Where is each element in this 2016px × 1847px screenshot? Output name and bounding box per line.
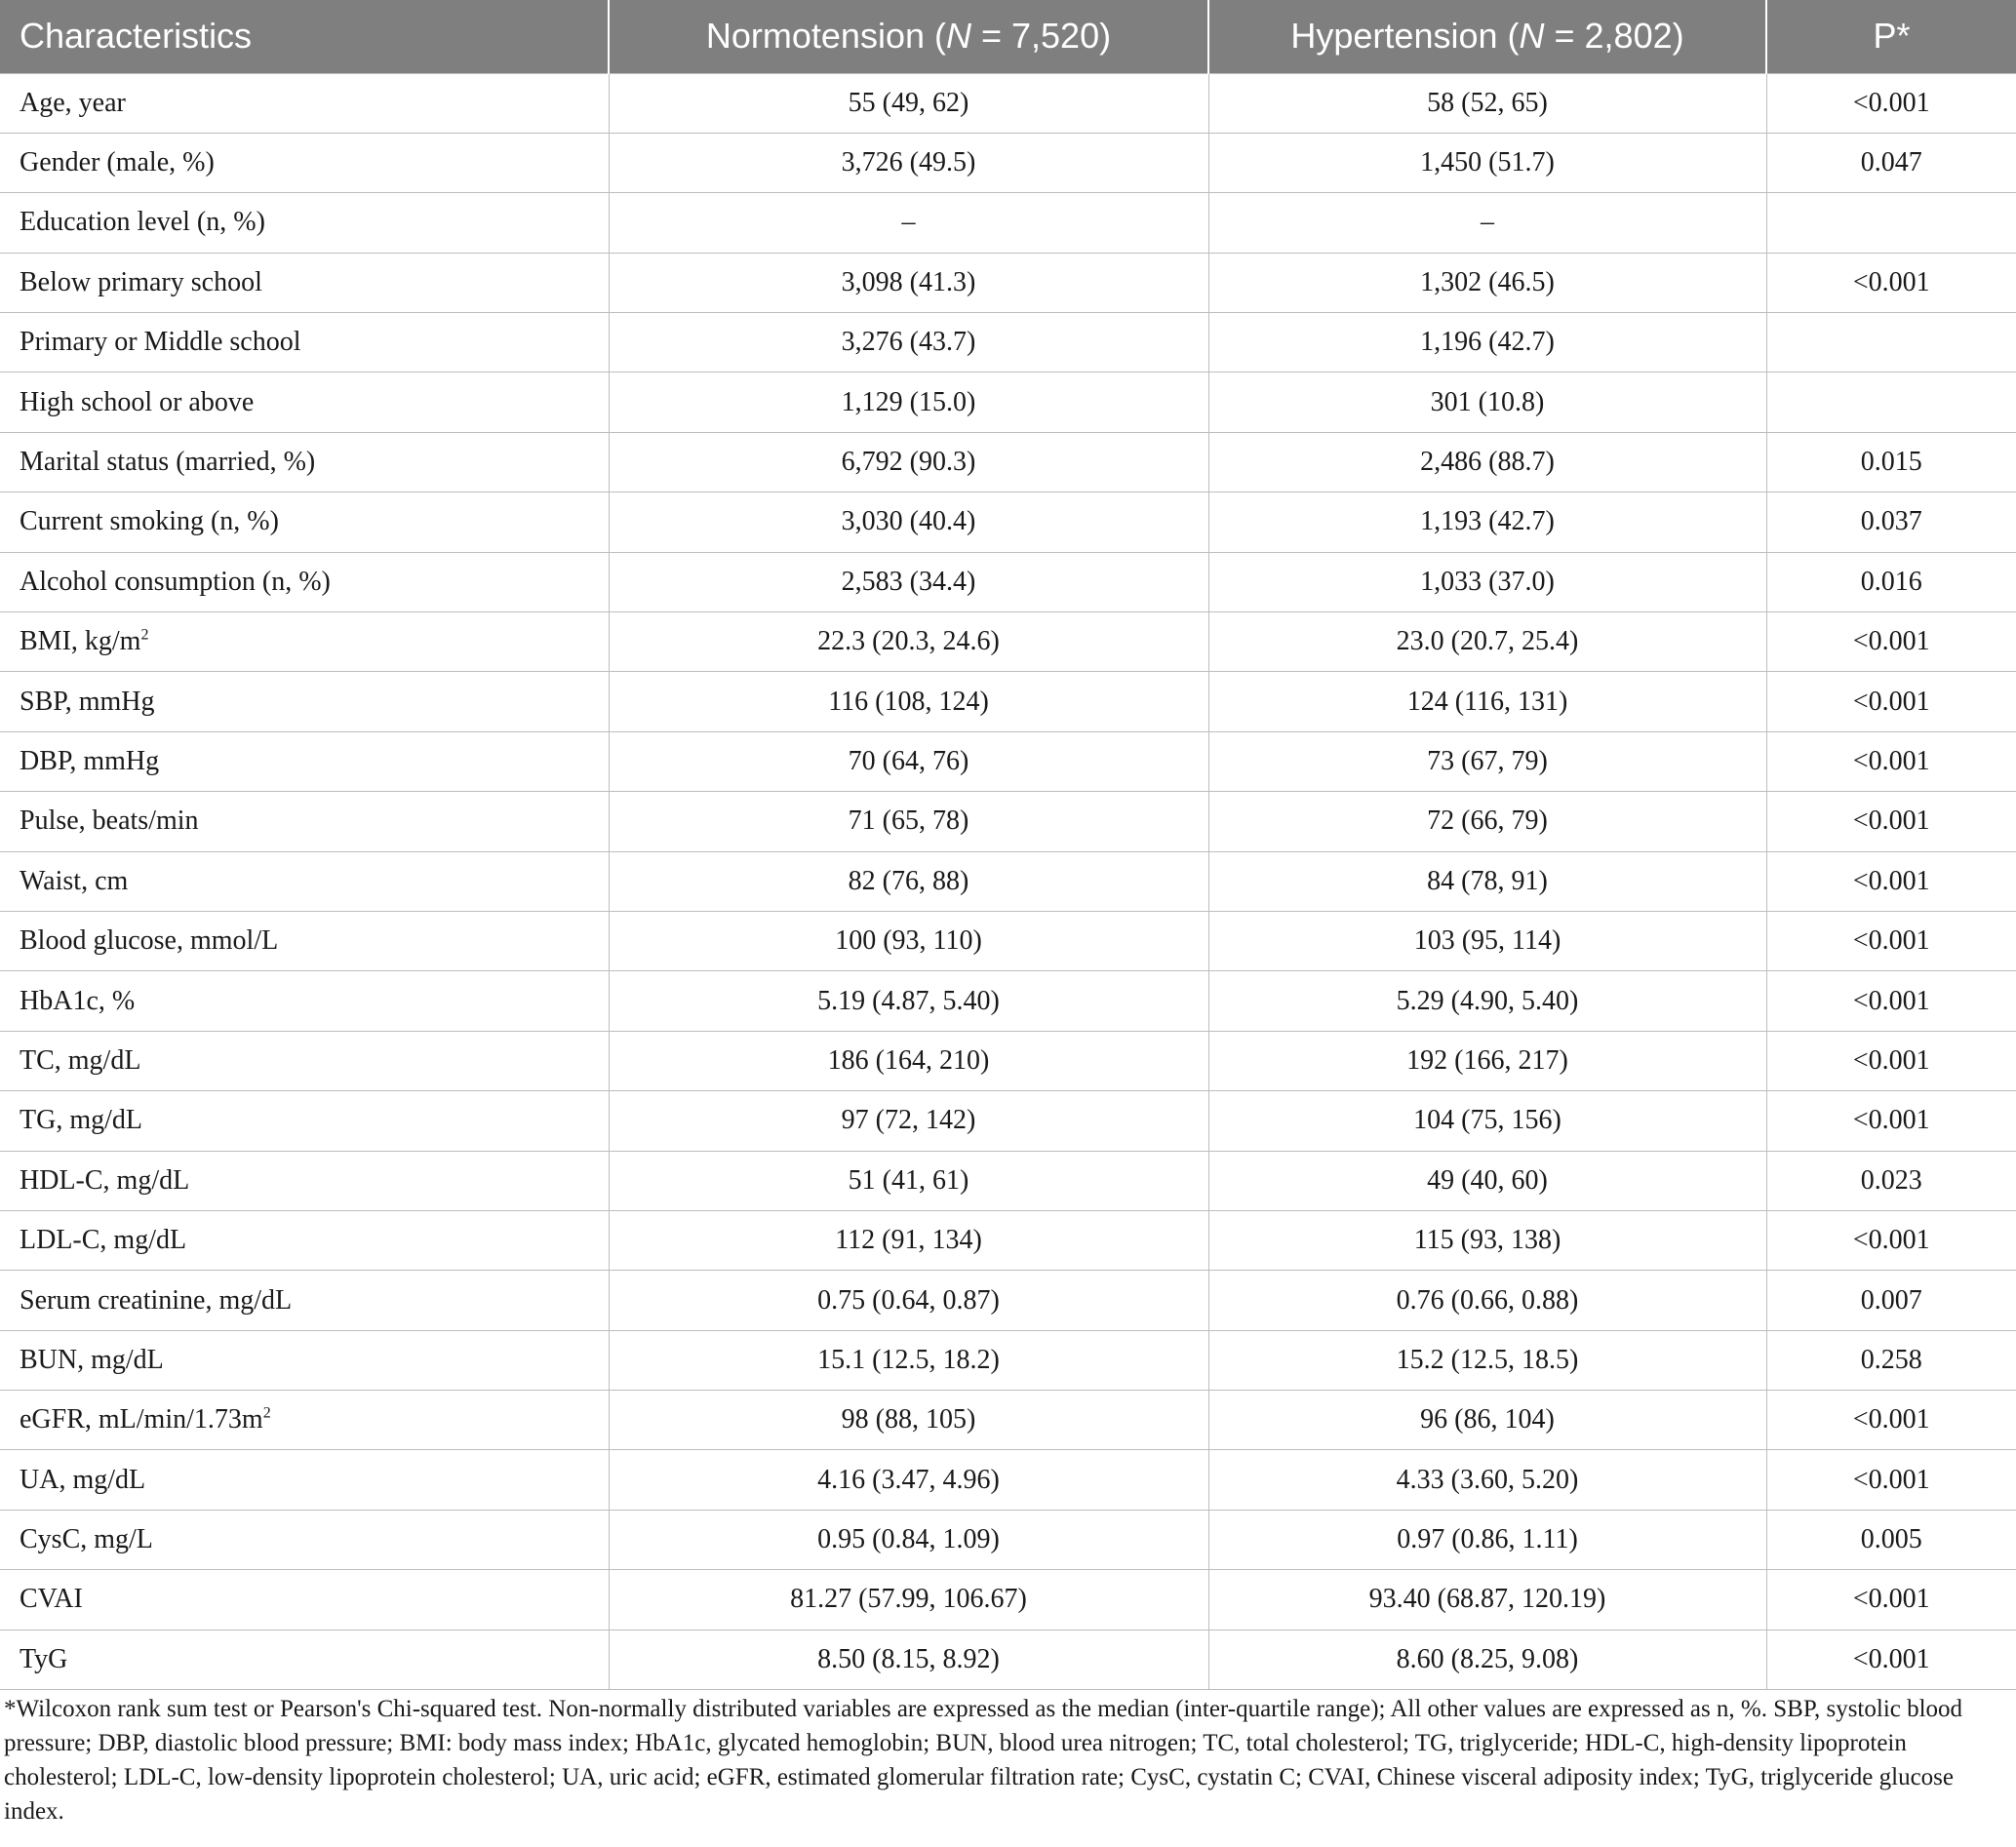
header-hyper-n: N — [1519, 16, 1545, 57]
row-label-text: Blood glucose, mmol/L — [20, 925, 279, 957]
p-value: <0.001 — [1766, 731, 2016, 791]
p-value: <0.001 — [1766, 971, 2016, 1031]
table-row — [0, 1630, 2016, 1689]
header-row — [0, 0, 2016, 73]
normotension-value: 112 (91, 134) — [609, 1210, 1208, 1270]
row-label-text: DBP, mmHg — [20, 745, 160, 776]
row-label — [0, 1570, 609, 1630]
row-label — [0, 1031, 609, 1090]
table-row — [0, 612, 2016, 672]
hypertension-value: 73 (67, 79) — [1208, 731, 1766, 791]
row-label — [0, 731, 609, 791]
row-label-text: HbA1c, % — [20, 985, 136, 1016]
row-label-text: TC, mg/dL — [20, 1044, 141, 1076]
row-label — [0, 73, 609, 133]
p-value: <0.001 — [1766, 851, 2016, 911]
p-value: <0.001 — [1766, 1210, 2016, 1270]
row-label — [0, 612, 609, 672]
table-row — [0, 971, 2016, 1031]
row-label — [0, 1630, 609, 1689]
table-row — [0, 851, 2016, 911]
normotension-value: 5.19 (4.87, 5.40) — [609, 971, 1208, 1031]
table-row — [0, 253, 2016, 312]
row-label — [0, 1271, 609, 1330]
p-value: <0.001 — [1766, 792, 2016, 851]
row-label — [0, 552, 609, 611]
p-value: <0.001 — [1766, 1630, 2016, 1689]
normotension-value: 6,792 (90.3) — [609, 432, 1208, 491]
header-hyper-suffix: = 2,802) — [1544, 16, 1684, 57]
row-label-text: SBP, mmHg — [20, 686, 155, 717]
hypertension-value: 1,033 (37.0) — [1208, 552, 1766, 611]
table-row — [0, 792, 2016, 851]
row-label-text: Serum creatinine, mg/dL — [20, 1284, 293, 1316]
row-label-superscript: 2 — [262, 1404, 271, 1422]
row-label-text: eGFR, mL/min/1.73m — [20, 1404, 263, 1435]
hypertension-value: 58 (52, 65) — [1208, 73, 1766, 133]
table-body — [0, 73, 2016, 1690]
table-row — [0, 1151, 2016, 1210]
row-label — [0, 1391, 609, 1450]
normotension-value: 0.75 (0.64, 0.87) — [609, 1271, 1208, 1330]
p-value: <0.001 — [1766, 1450, 2016, 1510]
hypertension-value: 8.60 (8.25, 9.08) — [1208, 1630, 1766, 1689]
row-label — [0, 313, 609, 373]
normotension-value: 0.95 (0.84, 1.09) — [609, 1510, 1208, 1569]
normotension-value: 3,726 (49.5) — [609, 133, 1208, 192]
normotension-value: 1,129 (15.0) — [609, 373, 1208, 432]
row-label — [0, 851, 609, 911]
table-row — [0, 492, 2016, 552]
row-label — [0, 1091, 609, 1151]
table-row — [0, 1271, 2016, 1330]
hypertension-value: 0.97 (0.86, 1.11) — [1208, 1510, 1766, 1569]
hypertension-value: 5.29 (4.90, 5.40) — [1208, 971, 1766, 1031]
hypertension-value: 124 (116, 131) — [1208, 672, 1766, 731]
normotension-value: 100 (93, 110) — [609, 911, 1208, 970]
hypertension-value: 1,450 (51.7) — [1208, 133, 1766, 192]
row-label — [0, 1330, 609, 1390]
p-value: 0.005 — [1766, 1510, 2016, 1569]
normotension-value: 51 (41, 61) — [609, 1151, 1208, 1210]
row-label — [0, 373, 609, 432]
row-label-text: TG, mg/dL — [20, 1105, 142, 1136]
hypertension-value: 1,196 (42.7) — [1208, 313, 1766, 373]
normotension-value: 4.16 (3.47, 4.96) — [609, 1450, 1208, 1510]
header-normo-prefix: Normotension ( — [705, 16, 946, 57]
row-label — [0, 253, 609, 312]
table-row — [0, 911, 2016, 970]
header-characteristics: Characteristics — [20, 16, 253, 57]
p-value — [1766, 373, 2016, 432]
row-label — [0, 672, 609, 731]
hypertension-value: – — [1208, 193, 1766, 253]
normotension-value: 116 (108, 124) — [609, 672, 1208, 731]
p-value: <0.001 — [1766, 1570, 2016, 1630]
row-label — [0, 492, 609, 552]
p-value: 0.037 — [1766, 492, 2016, 552]
row-label-text: Alcohol consumption (n, %) — [20, 566, 331, 597]
p-value: <0.001 — [1766, 1031, 2016, 1090]
p-value: 0.016 — [1766, 552, 2016, 611]
table-row — [0, 432, 2016, 491]
header-normo-suffix: = 7,520) — [970, 16, 1112, 57]
row-label-text: TyG — [20, 1643, 68, 1674]
row-label-text: BMI, kg/m — [20, 626, 141, 657]
table-row — [0, 731, 2016, 791]
hypertension-value: 93.40 (68.87, 120.19) — [1208, 1570, 1766, 1630]
normotension-value: 22.3 (20.3, 24.6) — [609, 612, 1208, 672]
table-row — [0, 73, 2016, 133]
row-label — [0, 1450, 609, 1510]
normotension-value: 3,098 (41.3) — [609, 253, 1208, 312]
table-row — [0, 133, 2016, 192]
table-header — [0, 0, 2016, 73]
p-value: 0.047 — [1766, 133, 2016, 192]
hypertension-value: 1,193 (42.7) — [1208, 492, 1766, 552]
table-row — [0, 1091, 2016, 1151]
normotension-value: 186 (164, 210) — [609, 1031, 1208, 1090]
header-normo-n: N — [945, 16, 971, 57]
row-label-text: Age, year — [20, 87, 126, 118]
row-label — [0, 1210, 609, 1270]
row-label-text: BUN, mg/dL — [20, 1344, 164, 1375]
p-value: <0.001 — [1766, 612, 2016, 672]
row-label — [0, 133, 609, 192]
p-value: <0.001 — [1766, 73, 2016, 133]
row-label-text: Education level (n, %) — [20, 207, 265, 238]
hypertension-value: 15.2 (12.5, 18.5) — [1208, 1330, 1766, 1390]
row-label-text: Waist, cm — [20, 865, 129, 896]
header-hypertension — [1208, 0, 1766, 73]
table-row — [0, 313, 2016, 373]
row-label — [0, 193, 609, 253]
normotension-value: 71 (65, 78) — [609, 792, 1208, 851]
row-label-text: CVAI — [20, 1584, 83, 1615]
hypertension-value: 301 (10.8) — [1208, 373, 1766, 432]
p-value: 0.023 — [1766, 1151, 2016, 1210]
p-value: <0.001 — [1766, 911, 2016, 970]
table-row — [0, 1210, 2016, 1270]
table-row — [0, 1031, 2016, 1090]
normotension-value: 15.1 (12.5, 18.2) — [609, 1330, 1208, 1390]
p-value: <0.001 — [1766, 1091, 2016, 1151]
hypertension-value: 103 (95, 114) — [1208, 911, 1766, 970]
row-label-text: LDL-C, mg/dL — [20, 1225, 187, 1256]
hypertension-value: 0.76 (0.66, 0.88) — [1208, 1271, 1766, 1330]
row-label-text: Pulse, beats/min — [20, 806, 199, 837]
table-row — [0, 1330, 2016, 1390]
row-label-text: CysC, mg/L — [20, 1524, 153, 1555]
row-label — [0, 1151, 609, 1210]
table-row — [0, 1510, 2016, 1569]
p-value: 0.007 — [1766, 1271, 2016, 1330]
table-row — [0, 672, 2016, 731]
table-row — [0, 373, 2016, 432]
p-value: <0.001 — [1766, 1391, 2016, 1450]
normotension-value: 81.27 (57.99, 106.67) — [609, 1570, 1208, 1630]
table-row — [0, 1450, 2016, 1510]
hypertension-value: 192 (166, 217) — [1208, 1031, 1766, 1090]
normotension-value: 55 (49, 62) — [609, 73, 1208, 133]
p-value: <0.001 — [1766, 672, 2016, 731]
table-row — [0, 1570, 2016, 1630]
row-label-text: Current smoking (n, %) — [20, 506, 279, 537]
p-value: <0.001 — [1766, 253, 2016, 312]
row-label-text: High school or above — [20, 386, 255, 417]
p-value — [1766, 193, 2016, 253]
hypertension-value: 72 (66, 79) — [1208, 792, 1766, 851]
table-row — [0, 193, 2016, 253]
table-footnote: *Wilcoxon rank sum test or Pearson's Chi-squared test. Non-normally distributed variables are expressed as the median (inter-quartile range); All other values are expressed as n, %. SBP, systolic blood pressure; DBP, diastolic blood pressure; BMI: body mass index; HbA1c, glycated hemoglobin; BUN, blood urea nitrogen; TC, total cholesterol; TG, triglyceride; HDL-C, high-density lipoprotein cholesterol; LDL-C, low-density lipoprotein cholesterol; UA, uric acid; eGFR, estimated glomerular filtration rate; CysC, cystatin C; CVAI, Chinese visceral adiposity index; TyG, triglyceride glucose index. — [4, 1696, 1963, 1825]
row-label-text: HDL-C, mg/dL — [20, 1164, 190, 1196]
normotension-value: – — [609, 193, 1208, 253]
hypertension-value: 115 (93, 138) — [1208, 1210, 1766, 1270]
hypertension-value: 4.33 (3.60, 5.20) — [1208, 1450, 1766, 1510]
row-label — [0, 1510, 609, 1569]
hypertension-value: 23.0 (20.7, 25.4) — [1208, 612, 1766, 672]
normotension-value: 98 (88, 105) — [609, 1391, 1208, 1450]
row-label-text: UA, mg/dL — [20, 1464, 146, 1495]
row-label-text: Gender (male, %) — [20, 147, 215, 178]
table-row — [0, 1391, 2016, 1450]
hypertension-value: 104 (75, 156) — [1208, 1091, 1766, 1151]
normotension-value: 82 (76, 88) — [609, 851, 1208, 911]
row-label-text: Primary or Middle school — [20, 327, 301, 358]
header-p-value: P* — [1766, 0, 2016, 73]
normotension-value: 3,276 (43.7) — [609, 313, 1208, 373]
hypertension-value: 2,486 (88.7) — [1208, 432, 1766, 491]
table-row — [0, 552, 2016, 611]
row-label-text: Below primary school — [20, 266, 262, 297]
row-label — [0, 432, 609, 491]
hypertension-value: 84 (78, 91) — [1208, 851, 1766, 911]
hypertension-value: 1,302 (46.5) — [1208, 253, 1766, 312]
row-label — [0, 911, 609, 970]
p-value — [1766, 313, 2016, 373]
p-value: 0.015 — [1766, 432, 2016, 491]
p-value: 0.258 — [1766, 1330, 2016, 1390]
hypertension-value: 96 (86, 104) — [1208, 1391, 1766, 1450]
header-hyper-prefix: Hypertension ( — [1290, 16, 1520, 57]
normotension-value: 2,583 (34.4) — [609, 552, 1208, 611]
row-label-superscript: 2 — [140, 626, 149, 644]
header-normotension — [609, 0, 1208, 73]
row-label — [0, 971, 609, 1031]
row-label-text: Marital status (married, %) — [20, 447, 316, 478]
hypertension-value: 49 (40, 60) — [1208, 1151, 1766, 1210]
normotension-value: 70 (64, 76) — [609, 731, 1208, 791]
row-label — [0, 792, 609, 851]
normotension-value: 8.50 (8.15, 8.92) — [609, 1630, 1208, 1689]
normotension-value: 3,030 (40.4) — [609, 492, 1208, 552]
normotension-value: 97 (72, 142) — [609, 1091, 1208, 1151]
